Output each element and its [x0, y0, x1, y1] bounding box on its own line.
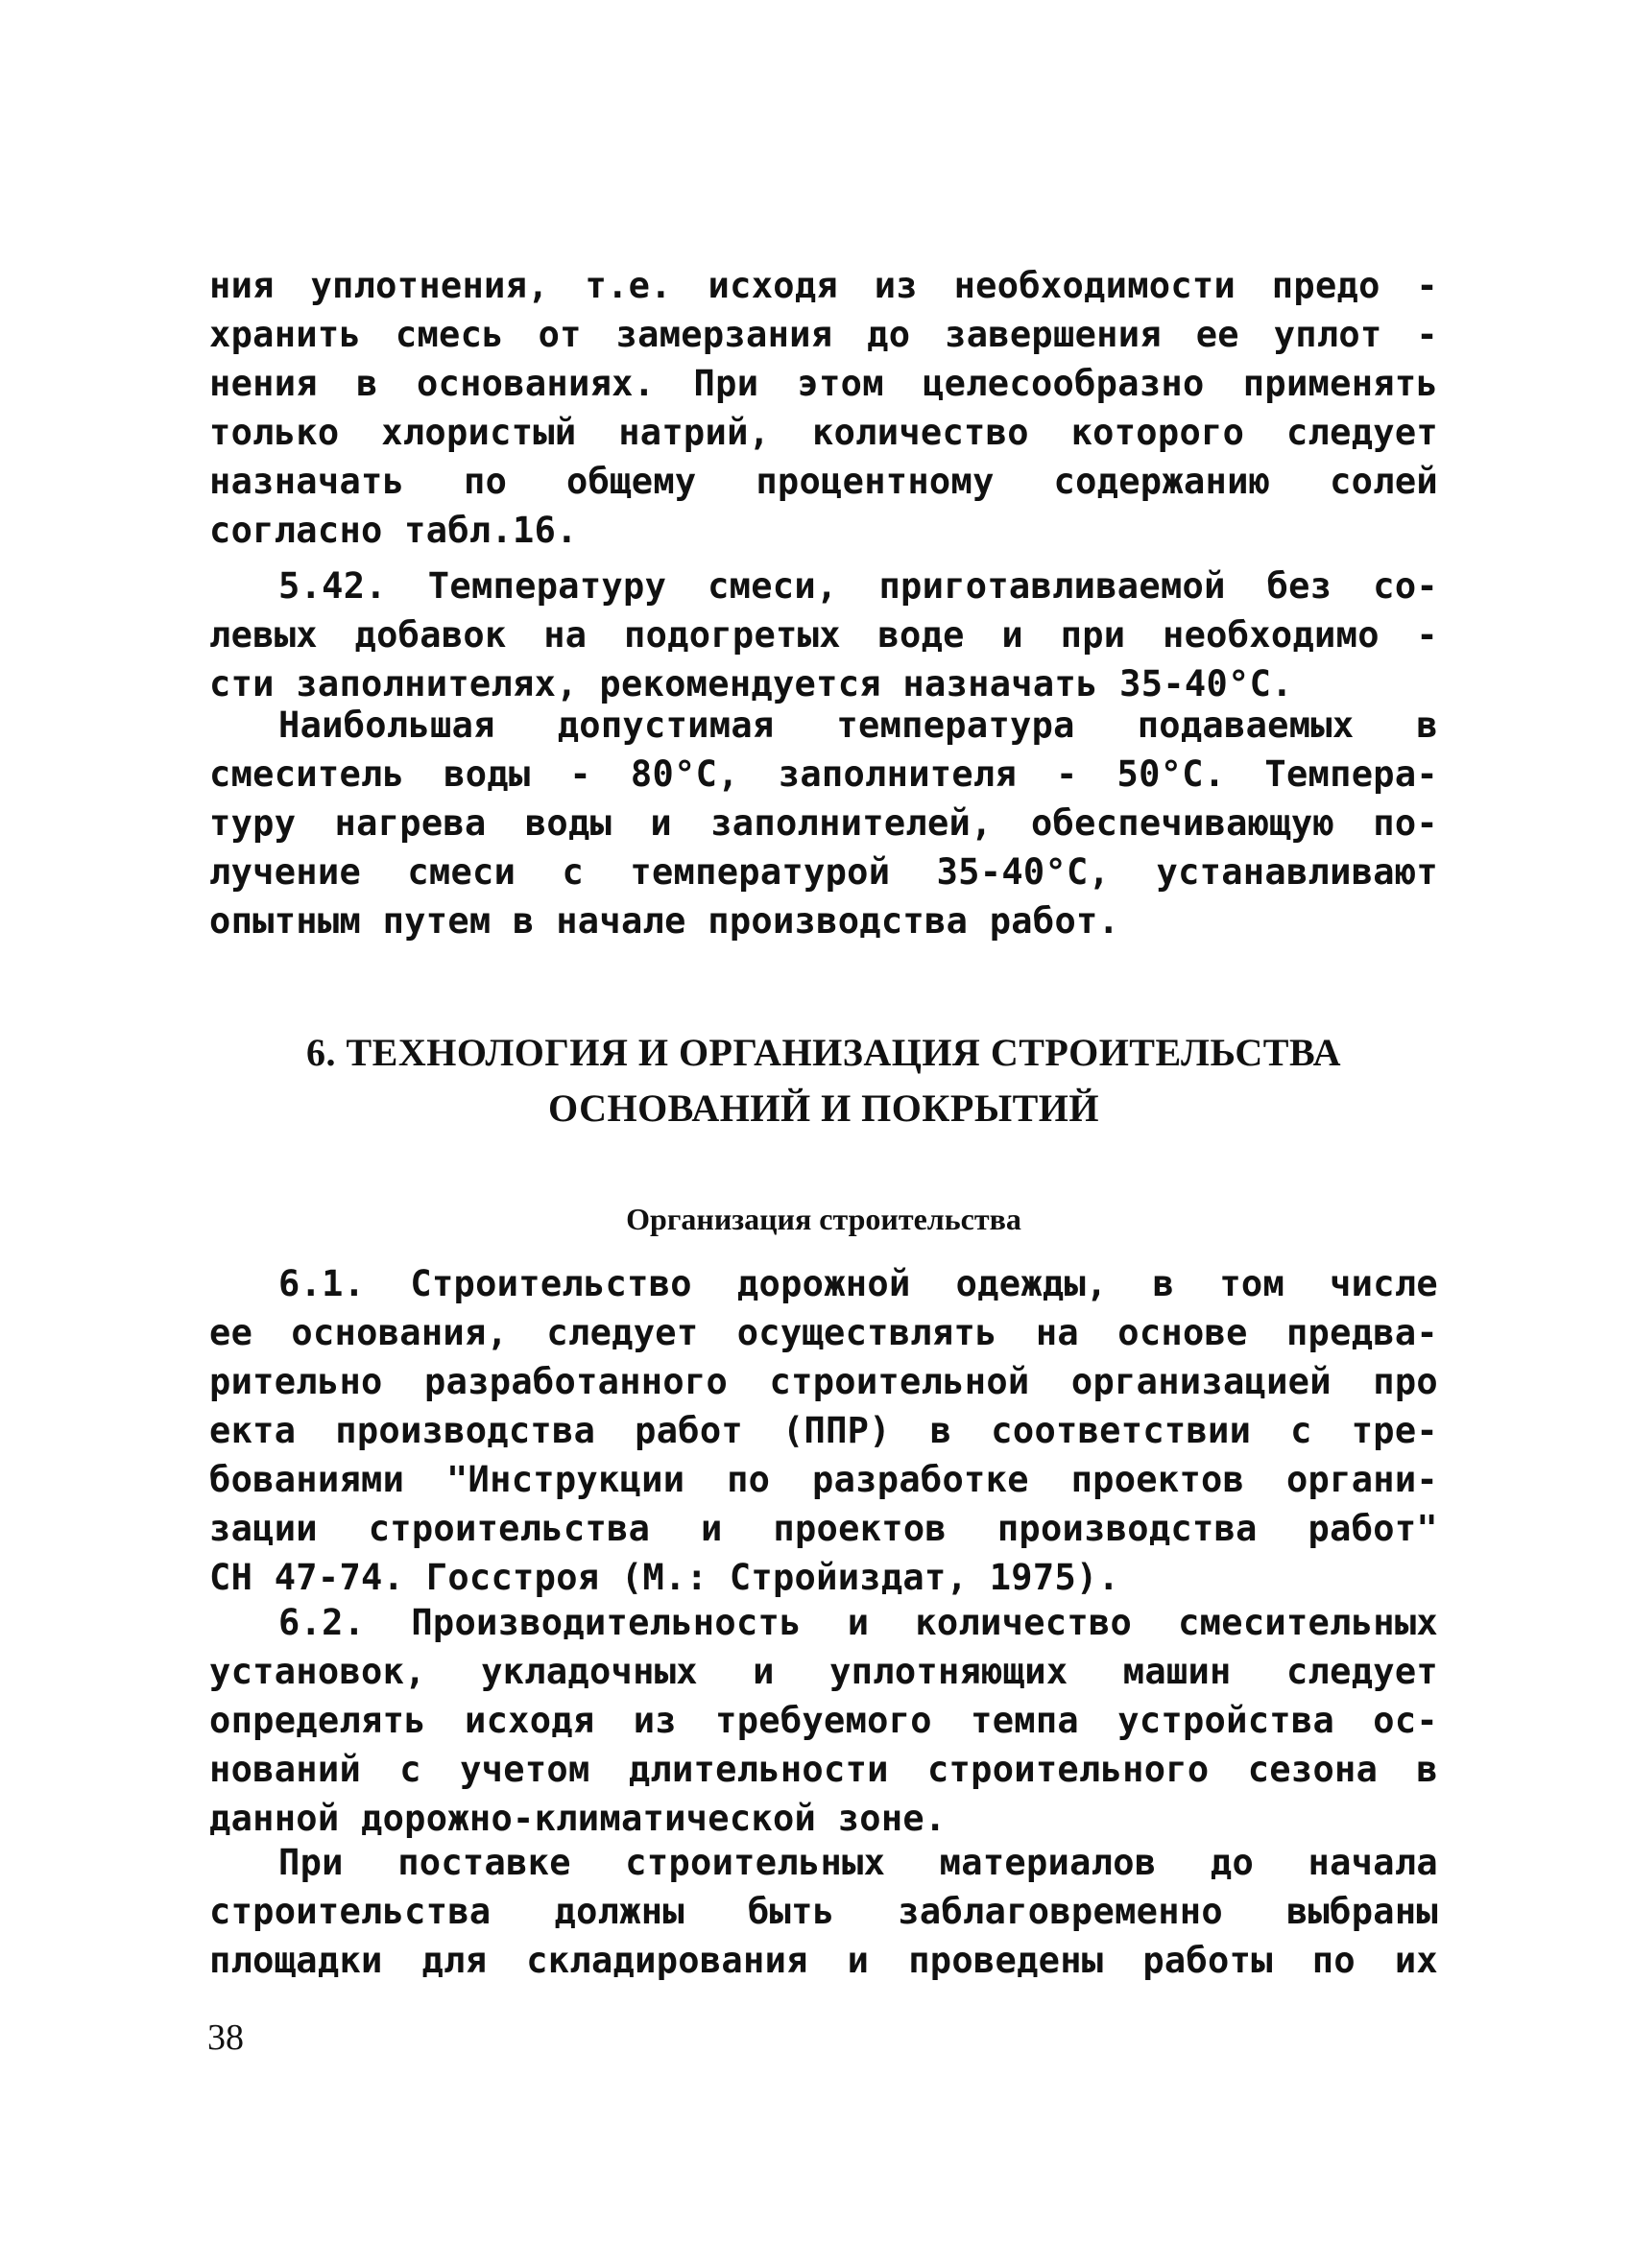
- text-line: 6.2. Производительность и количество смесительных: [278, 1602, 1438, 1643]
- text-line: рительно разработанного строительной организацией про: [209, 1361, 1438, 1402]
- section-heading-line: 6. ТЕХНОЛОГИЯ И ОРГАНИЗАЦИЯ СТРОИТЕЛЬСТВА: [305, 1031, 1342, 1074]
- text-line: зации строительства и проектов производства работ": [209, 1508, 1438, 1549]
- text-line: лучение смеси с температурой 35-40°С, устанавливают: [209, 851, 1438, 893]
- text-line: хранить смесь от замерзания до завершения ее уплот -: [209, 314, 1438, 355]
- subheading: Организация строительства: [626, 1202, 1021, 1236]
- text-line: сти заполнителях, рекомендуется назначать 35-40°С.: [209, 663, 1293, 704]
- text-line: ния уплотнения, т.е. исходя из необходимости предо -: [209, 265, 1438, 306]
- text-line: 6.1. Строительство дорожной одежды, в том числе: [278, 1263, 1438, 1304]
- text-line: опытным путем в начале производства работ.: [209, 900, 1120, 942]
- text-line: строительства должны быть заблаговременно выбраны: [209, 1891, 1438, 1932]
- section-heading-line: ОСНОВАНИЙ И ПОКРЫТИЙ: [547, 1086, 1100, 1130]
- text-line: только хлористый натрий, количество которого следует: [209, 412, 1438, 453]
- text-line: бованиями "Инструкции по разработке проектов органи-: [209, 1459, 1438, 1500]
- text-line: 5.42. Температуру смеси, приготавливаемой без со-: [278, 565, 1438, 607]
- text-line: екта производства работ (ППР) в соответствии с тре-: [209, 1410, 1438, 1451]
- text-line: данной дорожно-климатической зоне.: [209, 1798, 947, 1839]
- text-line: левых добавок на подогретых воде и при необходимо -: [209, 614, 1438, 656]
- paragraph-6-1: [209, 1259, 1438, 1602]
- paragraph-continuation: [209, 261, 1438, 555]
- text-line: Наибольшая допустимая температура подаваемых в: [278, 704, 1438, 746]
- text-line: нований с учетом длительности строительного сезона в: [209, 1749, 1438, 1790]
- section-heading: [209, 1025, 1438, 1136]
- text-line: туру нагрева воды и заполнителей, обеспечивающую по-: [209, 802, 1438, 844]
- text-line: площадки для складирования и проведены работы по их: [209, 1940, 1438, 1981]
- text-line: СН 47-74. Госстроя (М.: Стройиздат, 1975).: [209, 1557, 1120, 1598]
- text-line: При поставке строительных материалов до начала: [278, 1842, 1438, 1883]
- text-line: установок, укладочных и уплотняющих машин следует: [209, 1651, 1438, 1692]
- text-line: назначать по общему процентному содержанию солей: [209, 461, 1438, 502]
- text-line: смеситель воды - 80°С, заполнителя - 50°С. Темпера-: [209, 753, 1438, 795]
- paragraph-5-42: [209, 561, 1438, 708]
- paragraph-6-2: [209, 1598, 1438, 1843]
- text-line: определять исходя из требуемого темпа устройства ос-: [209, 1700, 1438, 1741]
- text-line: нения в основаниях. При этом целесообразно применять: [209, 363, 1438, 404]
- paragraph-supply: [209, 1838, 1438, 1985]
- text-line: ее основания, следует осуществлять на основе предва-: [209, 1312, 1438, 1353]
- page-number: 38: [207, 2017, 244, 2058]
- text-line: согласно табл.16.: [209, 510, 578, 551]
- paragraph-max-temperature: [209, 701, 1438, 945]
